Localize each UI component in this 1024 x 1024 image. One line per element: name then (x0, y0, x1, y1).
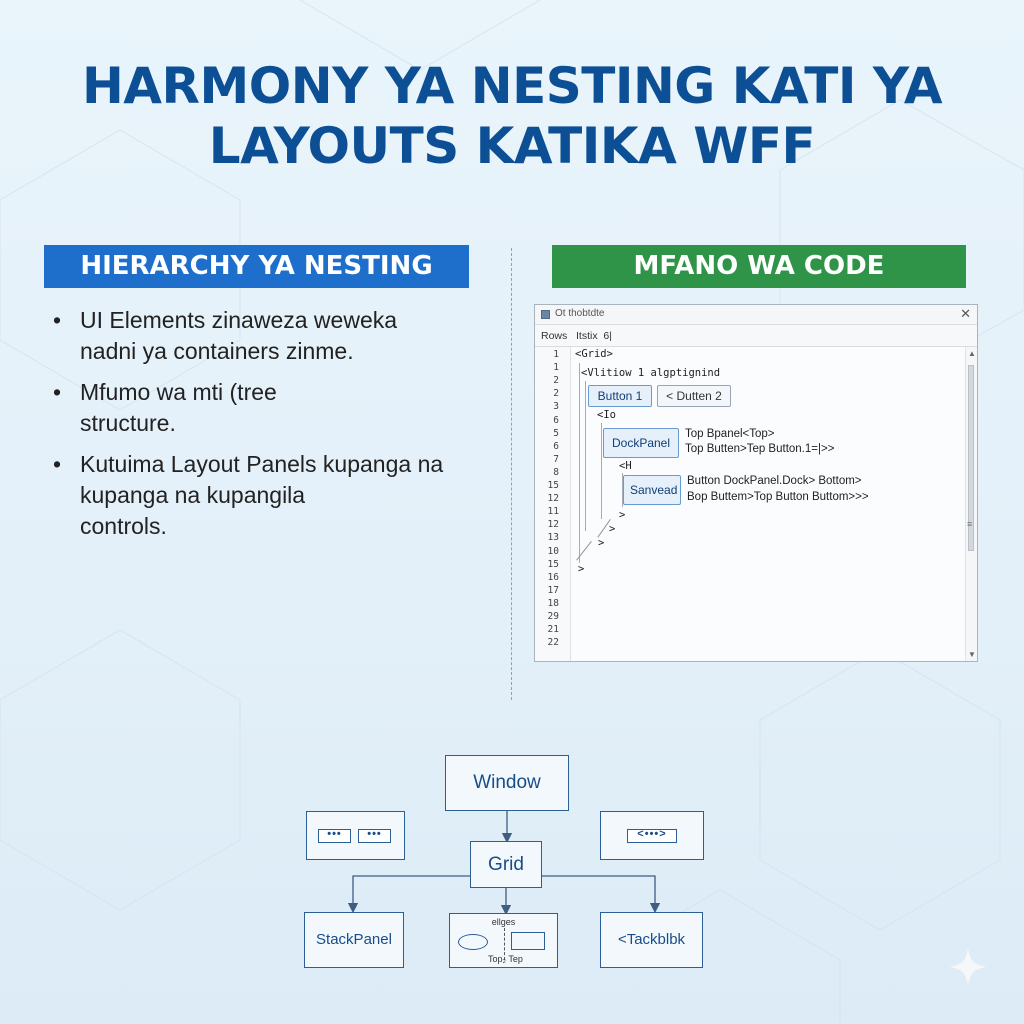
bullet-text: controls. (80, 513, 167, 539)
title-line-2: LAYOUTS KATIKA WFF (208, 117, 816, 175)
code-example-header: MFANO WA CODE (552, 245, 966, 288)
bullet-text: nadni ya containers zinme. (80, 338, 354, 364)
scroll-up-icon[interactable]: ▲ (968, 349, 976, 358)
line-number: 7 (553, 453, 559, 465)
code-button-1: Button 1 (588, 385, 652, 407)
line-number: 29 (547, 611, 559, 622)
node-grid: Grid (470, 841, 542, 888)
line-number: 5 (553, 427, 559, 439)
title-line-1: HARMONY YA NESTING KATI YA (81, 57, 943, 115)
bullet-text: UI Elements zinaweza weweka (80, 307, 398, 333)
line-number: 6 (553, 414, 559, 426)
page-title (30, 56, 994, 176)
dots-control: ••• (358, 829, 391, 843)
line-number: 12 (547, 493, 559, 505)
line-number-gutter (535, 347, 571, 661)
line-number: 2 (553, 375, 559, 387)
indent-guide (585, 381, 586, 531)
code-close-bracket: > (598, 537, 605, 549)
line-number: 16 (547, 571, 559, 583)
line-number: 15 (547, 480, 559, 491)
dots-control: ••• (318, 829, 351, 843)
line-number: 15 (547, 558, 559, 570)
editor-menubar (535, 325, 977, 347)
line-number: 10 (547, 545, 559, 557)
bullet-text: Kutuima Layout Panels kupanga na (80, 451, 444, 477)
code-line: <Vlitiow 1 algptignind (581, 367, 721, 379)
bullet-dot-icon: • (53, 451, 62, 477)
code-close-bracket: > (578, 563, 585, 575)
node-middle (449, 913, 558, 968)
code-line: Top Butten>Tep Button.1=|>> (685, 443, 835, 455)
scroll-down-icon[interactable]: ▼ (968, 650, 976, 659)
node-tackblock: <Tackblbk (600, 912, 703, 968)
vertical-scrollbar[interactable] (965, 347, 977, 661)
column-divider (511, 248, 512, 700)
line-number: 2 (553, 388, 559, 400)
line-number: 18 (547, 597, 559, 609)
code-line: Button DockPanel.Dock> Bottom> (687, 475, 862, 487)
close-icon[interactable]: ✕ (960, 306, 971, 321)
bullet-text: kupanga na kupangila (80, 482, 306, 508)
line-number: 3 (553, 401, 559, 413)
code-line: <Grid> (575, 348, 613, 360)
editor-titlebar (535, 305, 977, 325)
app-icon (541, 310, 550, 319)
bullet-list (50, 305, 490, 552)
middle-bottom-label: Top₂ Tep (488, 954, 523, 964)
bullet-text: structure. (80, 410, 176, 436)
line-number: 17 (547, 584, 559, 596)
line-number: 21 (547, 624, 559, 636)
node-window: Window (445, 755, 569, 811)
bullet-text: Mfumo wa mti (tree (80, 379, 277, 405)
bullet-dot-icon: • (53, 379, 62, 405)
code-close-bracket: > (619, 509, 626, 521)
line-number: 22 (547, 637, 559, 649)
indent-guide (579, 363, 580, 563)
code-editor-window (534, 304, 978, 662)
node-stackpanel: StackPanel (304, 912, 404, 968)
bullet-item (50, 305, 490, 367)
line-number: 1 (553, 349, 559, 360)
middle-label: ellges (491, 917, 516, 927)
line-number: 12 (547, 519, 559, 531)
line-number: 11 (547, 506, 559, 518)
bullet-item (50, 449, 490, 542)
node-left-controls (306, 811, 405, 860)
line-number: 1 (553, 362, 559, 374)
code-close-bracket: > (609, 523, 616, 535)
code-dockpanel: DockPanel (603, 428, 679, 458)
code-line: Top Bpanel<Top> (685, 428, 775, 440)
hierarchy-header: HIERARCHY YA NESTING (44, 245, 469, 288)
editor-menu[interactable]: Rows Itstix 6| (541, 330, 612, 342)
code-sanvead: Sanvead (623, 475, 681, 505)
bullet-item (50, 377, 490, 439)
code-line: <H (619, 460, 632, 472)
rectangle-shape-icon (511, 932, 545, 950)
code-line: Bop Buttem>Top Button Buttom>>> (687, 491, 869, 503)
sparkle-icon (944, 943, 992, 991)
bullet-dot-icon: • (53, 307, 62, 333)
code-button-2: < Dutten 2 (657, 385, 731, 407)
line-number: 13 (547, 532, 559, 544)
node-right-controls (600, 811, 704, 860)
code-line: <Io (597, 409, 616, 421)
dots-control: <•••> (627, 829, 677, 843)
indent-guide (601, 423, 602, 519)
line-number: 8 (553, 466, 559, 478)
editor-title: Ot thobtdte (555, 308, 605, 319)
scroll-grip-icon: ≡ (967, 519, 973, 529)
ellipse-shape-icon (458, 934, 488, 950)
line-number: 6 (553, 440, 559, 452)
